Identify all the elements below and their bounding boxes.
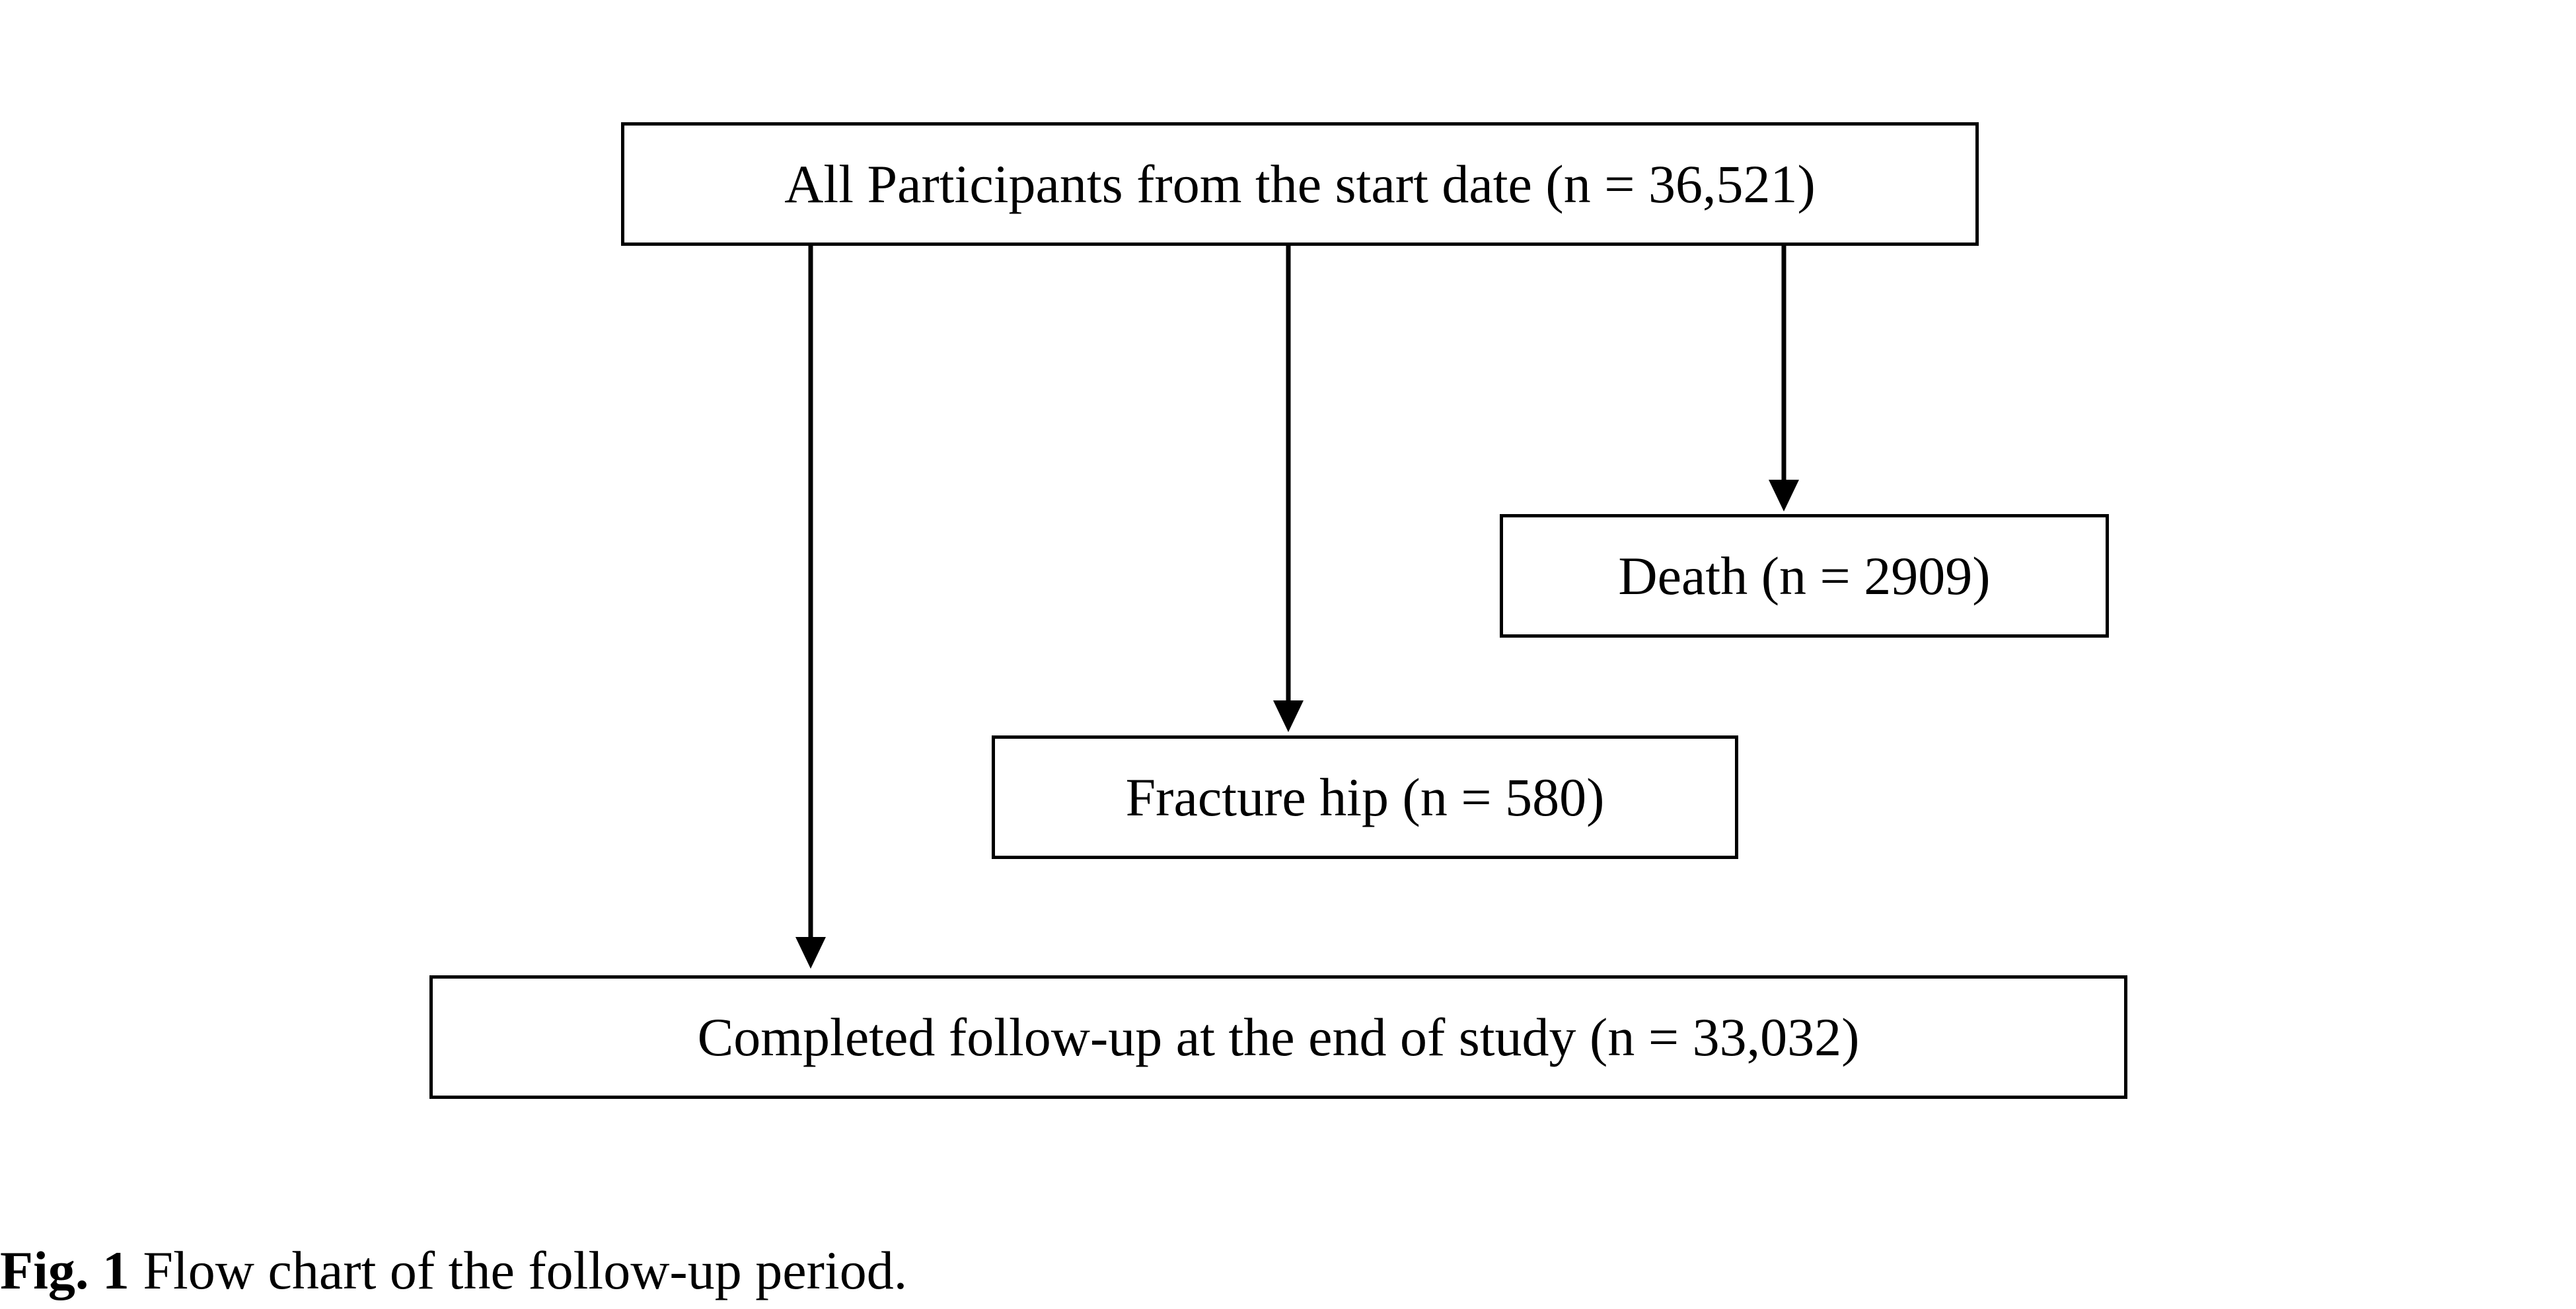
fracture-hip-label: Fracture hip (n = 580) (1125, 767, 1605, 827)
figure-caption (0, 1240, 908, 1300)
death-label: Death (n = 2909) (1618, 545, 1991, 606)
all-participants-box (621, 122, 1979, 246)
death-box (1500, 514, 2109, 638)
completed-follow-up-box (429, 975, 2127, 1099)
arrow-to-completed (795, 246, 826, 969)
figure-caption-label: Fig. 1 (0, 1240, 129, 1300)
fracture-hip-box (992, 735, 1738, 859)
arrow-to-fracture-hip (1273, 246, 1304, 732)
completed-follow-up-label: Completed follow-up at the end of study (n = 33,032) (697, 1006, 1860, 1067)
all-participants-label: All Participants from the start date (n = 36,521) (784, 153, 1816, 214)
arrow-to-death (1769, 246, 1799, 511)
figure-caption-text: Flow chart of the follow-up period. (129, 1240, 908, 1300)
